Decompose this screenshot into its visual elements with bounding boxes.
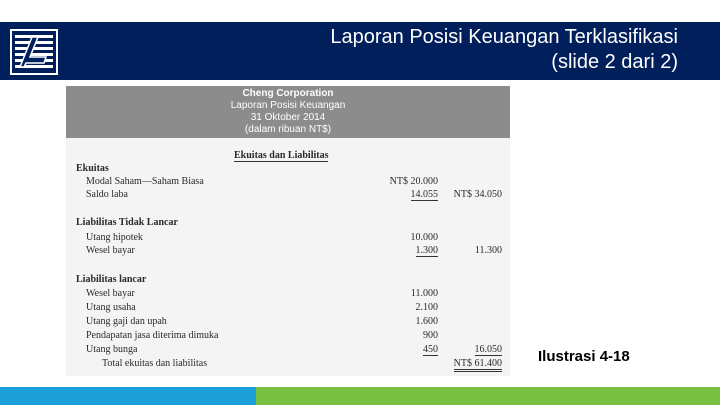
saldo-label: Saldo laba [86, 189, 128, 200]
lancar-item-value: 2.100 [415, 302, 438, 313]
wesel-tl-value [366, 245, 438, 256]
lancar-item-value: 900 [423, 330, 438, 341]
title-line-1: Laporan Posisi Keuangan Terklasifikasi [330, 26, 678, 48]
lancar-total-text: 16.050 [474, 344, 502, 355]
slide-title [330, 25, 678, 75]
lancar-item-label: Utang bunga [86, 344, 138, 355]
lancar-item-label: Utang usaha [86, 302, 136, 313]
lancar-item-value: 11.000 [410, 288, 438, 299]
section-title: Ekuitas dan Liabilitas [234, 150, 329, 161]
grand-total-label: Total ekuitas dan liabilitas [102, 358, 208, 369]
hipotek-label: Utang hipotek [86, 232, 143, 243]
grand-total-value [438, 358, 502, 369]
lancar-item-value-text: 450 [423, 344, 438, 355]
financial-statement-image [66, 86, 510, 376]
wesel-tl-label: Wesel bayar [86, 245, 135, 256]
ekuitas-heading: Ekuitas [76, 163, 109, 174]
publisher-logo-icon [10, 29, 58, 75]
lancar-item-label: Pendapatan jasa diterima dimuka [86, 330, 219, 341]
title-line-2: (slide 2 dari 2) [551, 51, 678, 73]
ekuitas-total: NT$ 34.050 [453, 189, 502, 200]
tidak-lancar-total: 11.300 [474, 245, 502, 256]
grand-total-value-text: NT$ 61.400 [454, 358, 502, 372]
top-strip [0, 0, 720, 22]
wesel-tl-value-text: 1.300 [415, 245, 438, 256]
lancar-total [438, 344, 502, 355]
statement-report-name: Laporan Posisi Keuangan [230, 100, 346, 111]
modal-label: Modal Saham—Saham Biasa [86, 176, 204, 187]
lancar-item-label: Wesel bayar [86, 288, 135, 299]
lancar-item-label: Utang gaji dan upah [86, 316, 167, 327]
bottom-bar-blue-segment [0, 387, 256, 405]
saldo-value [366, 189, 438, 200]
illustration-caption: Ilustrasi 4-18 [538, 348, 630, 365]
bottom-bar [0, 387, 720, 405]
lancar-item-value: 1.600 [415, 316, 438, 327]
lancar-heading: Liabilitas lancar [76, 274, 147, 285]
statement-date: 31 Oktober 2014 [250, 112, 326, 123]
modal-value: NT$ 20.000 [389, 176, 438, 187]
statement-company: Cheng Corporation [242, 88, 334, 99]
hipotek-value: 10.000 [410, 232, 438, 243]
tidak-lancar-heading: Liabilitas Tidak Lancar [76, 217, 178, 228]
saldo-value-text: 14.055 [410, 189, 438, 200]
statement-unit: (dalam ribuan NT$) [244, 124, 332, 135]
lancar-item-value [366, 344, 438, 355]
